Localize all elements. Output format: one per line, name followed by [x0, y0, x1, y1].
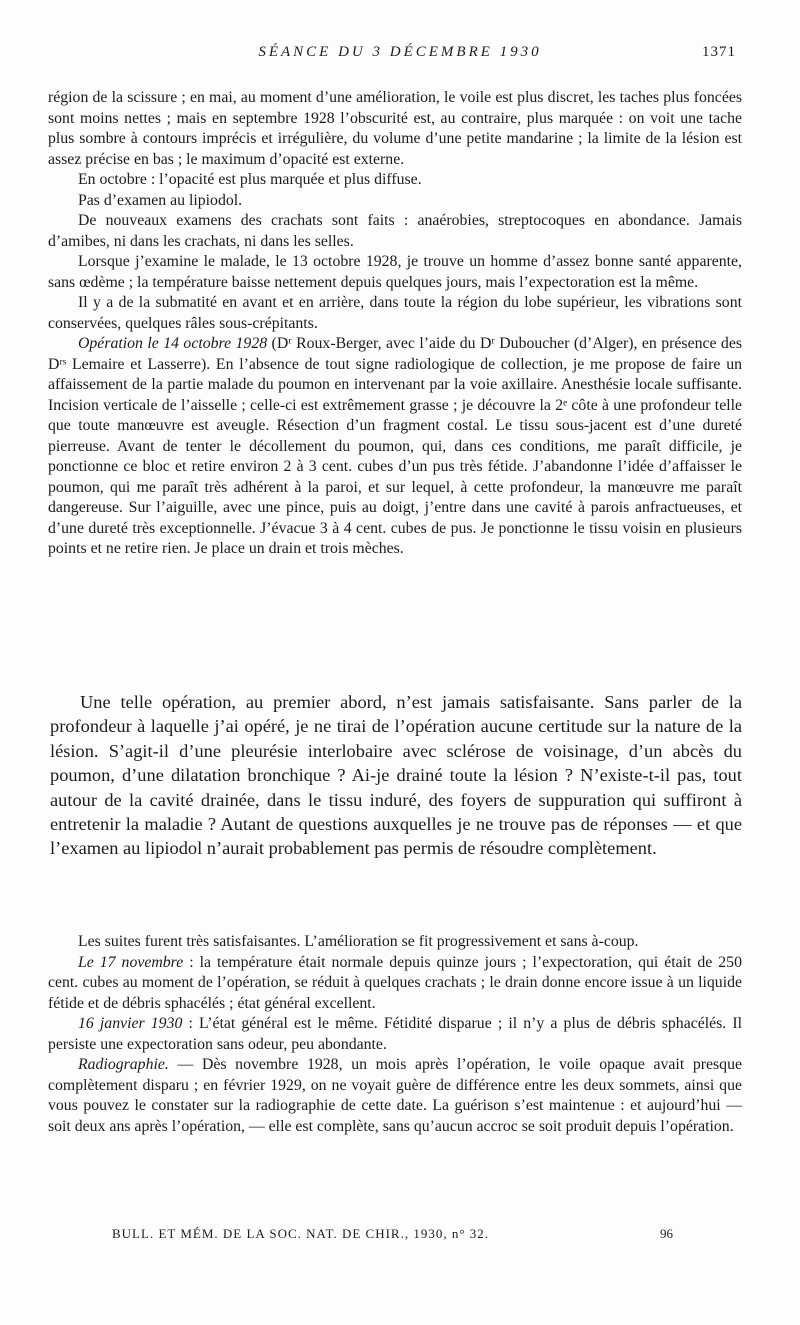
paragraph: De nouveaux examens des crachats sont faits : anaérobies, streptocoques en abondance. Jamais d’amibes, ni dans les crachats, ni dans les selles. [48, 212, 742, 250]
page-number: 1371 [702, 44, 736, 60]
followup-text: : la température était normale depuis quinze jours ; l’expectoration, qui était de 250 cent. cubes au moment de l’opération, se réduit à quelques crachats ; le drain donne encore issue à un liquide fétide et de débris sphacélés ; état général excellent. [48, 953, 742, 1012]
paragraph: Les suites furent très satisfaisantes. L’amélioration se fit progressivement et sans à-coup. [78, 933, 639, 950]
paragraph: Pas d’examen au lipiodol. [78, 191, 243, 209]
paragraph: région de la scissure ; en mai, au moment d’une amélioration, le voile est plus discret, les taches plus foncées sont moins nettes ; mais en septembre 1928 l’obscurité est, au contraire, plus marquée : on voit une tache plus sombre à contours imprécis et irrégulière, du volume d’une petite mandarine ; la limite de la lésion est assez précise en bas ; le maximum d’opacité est externe. [48, 89, 742, 168]
operation-text: (Dʳ Roux-Berger, avec l’aide du Dʳ Duboucher (d’Alger), en présence des Dʳˢ Lemaire et Lasserre). En l’absence de tout signe radiologique de collection, je me propose de faire un affaissement de la partie malade du poumon en intervenant par la voie axillaire. Anesthésie locale suffisante. Incision verticale de l’aisselle ; celle-ci est extrêmement grasse ; je découvre la 2ᵉ côte à une profondeur telle que toute manœuvre est aveugle. Résection d’un fragment costal. Le tissu sous-jacent est d’une dureté pierreuse. Avant de tenter le décollement du poumon, qui, dans ces conditions, me paraît difficile, je ponctionne ce bloc et retire environ 2 à 3 cent. cubes d’un pus très fétide. J’abandonne l’idée d’affaisser le poumon, qui me paraît très adhérent à la paroi, et sur lequel, à cette profondeur, la manœuvre me paraît dangereuse. Sur l’aiguille, avec une pince, puis au doigt, j’entre dans une cavité à parois anfractueuses, et d’une dureté très exceptionnelle. J’évacue 3 à 4 cent. cubes de pus. Je ponctionne le tissu voisin en plusieurs points et ne retire rien. Je place un drain et trois mèches. [48, 335, 742, 557]
footer-citation: BULL. ET MÉM. DE LA SOC. NAT. DE CHIR., 1930, n° 32. [112, 1226, 490, 1241]
followup-text: — Dès novembre 1928, un mois après l’opération, le voile opaque avait presque complètement disparu ; en février 1929, on ne voyait guère de différence entre les deux sommets, ainsi que vous pouvez le constater sur la radiographie de cette date. La guérison s’est maintenue : et aujourd’hui — soit deux ans après l’opération, — elle est complète, sans qu’aucun accroc se soit produit depuis l’opération. [48, 1056, 742, 1135]
paragraph: En octobre : l’opacité est plus marquée et plus diffuse. [78, 171, 422, 188]
header-title: SÉANCE DU 3 DÉCEMBRE 1930 [258, 44, 542, 60]
operation-paragraph [48, 334, 742, 560]
commentary-section [50, 690, 742, 861]
followup-text: : L’état général est le même. Fétidité disparue ; il n’y a plus de débris sphacélés. Il persiste une expectoration sans odeur, peu abondante. [48, 1015, 742, 1053]
followup-paragraph [48, 1055, 742, 1137]
operation-date-heading: Opération le 14 octobre 1928 [78, 335, 268, 352]
case-report-section [48, 88, 742, 560]
paragraph: Il y a de la submatité en avant et en arrière, dans toute la région du lobe supérieur, les vibrations sont conservées, quelques râles sous-crépitants. [48, 294, 742, 332]
followup-date: Le 17 novembre [78, 953, 184, 971]
commentary-paragraph: Une telle opération, au premier abord, n’est jamais satisfaisante. Sans parler de la profondeur à laquelle j’ai opéré, je ne tirai de l’opération aucune certitude sur la nature de la lésion. S’agit-il d’une pleurésie interlobaire avec sclérose de voisinage, d’un abcès du poumon, d’une dilatation bronchique ? Ai-je drainé toute la lésion ? N’existe-t-il pas, tout autour de la cavité drainée, dans le tissu induré, des foyers de suppuration qui suffiront à entretenir la maladie ? Autant de questions auxquelles je ne trouve pas de réponses — et que l’examen au lipiodol n’aurait probablement pas permis de résoudre complètement. [50, 692, 742, 859]
radiography-heading: Radiographie. [78, 1056, 169, 1073]
footer-sheet-number: 96 [660, 1226, 673, 1241]
running-header [0, 44, 800, 68]
followup-date: 16 janvier 1930 [78, 1015, 183, 1032]
followup-paragraph [48, 1014, 742, 1055]
followup-paragraph [48, 953, 742, 1015]
page-footer [0, 1226, 800, 1246]
paragraph: Lorsque j’examine le malade, le 13 octobre 1928, je trouve un homme d’assez bonne santé apparente, sans œdème ; la température baisse nettement depuis quelques jours, mais l’expectoration est la même. [48, 253, 742, 291]
followup-section [48, 932, 742, 1137]
